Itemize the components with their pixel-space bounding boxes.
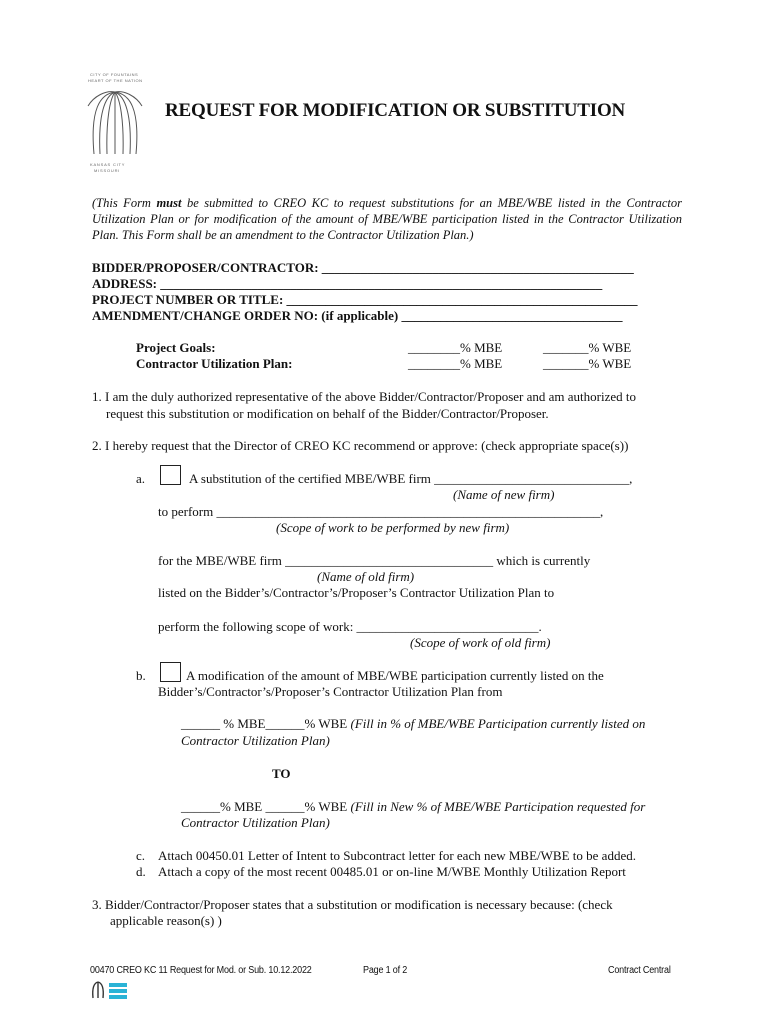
address-field[interactable]: ADDRESS: ____________________________________________________________________ xyxy=(92,276,603,291)
footer-fountain-icon xyxy=(90,980,106,1000)
item-d-label: d. xyxy=(136,864,146,879)
item-2-line: 2. I hereby request that the Director of CREO KC recommend or approve: (check appropriate space(s)) xyxy=(92,438,629,453)
item-a-text: A substitution of the certified MBE/WBE firm ______________________________, xyxy=(189,471,633,486)
cup-mbe-field[interactable]: ________% MBE xyxy=(408,356,503,371)
scope-new-caption: (Scope of work to be performed by new firm) xyxy=(276,520,510,535)
item-b-text-2: Bidder’s/Contractor’s/Proposer’s Contractor Utilization Plan from xyxy=(158,684,503,699)
logo-top-text-2: HEART OF THE NATION xyxy=(88,78,143,83)
new-participation-field[interactable]: ______% MBE ______% WBE xyxy=(181,799,351,814)
project-goals-label: Project Goals: xyxy=(136,340,216,355)
listed-text: listed on the Bidder’s/Contractor’s/Proposer’s Contractor Utilization Plan to xyxy=(158,585,555,600)
project-wbe-field[interactable]: _______% WBE xyxy=(543,340,632,355)
footer-accent-bars xyxy=(109,983,127,999)
old-firm-field[interactable]: for the MBE/WBE firm ________________________________ which is currently xyxy=(158,553,591,568)
item-1-line-2: request this substitution or modification on behalf of the Bidder/Contractor/Proposer. xyxy=(106,406,549,421)
item-3-line-2: applicable reason(s) ) xyxy=(110,913,222,928)
footer-dept: Contract Central xyxy=(608,965,671,976)
item-c-label: c. xyxy=(136,848,146,863)
new-participation-line xyxy=(181,799,645,815)
current-participation-note: (Fill in % of MBE/WBE Participation currently listed on xyxy=(350,716,646,731)
fountain-icon xyxy=(80,84,150,160)
item-c-text: Attach 00450.01 Letter of Intent to Subcontract letter for each new MBE/WBE to be added. xyxy=(158,848,636,863)
footer-page: Page 1 of 2 xyxy=(363,965,408,976)
logo-bottom-text-2: MISSOURI xyxy=(94,168,121,173)
intro-emphasis: must xyxy=(156,196,182,210)
intro-part-2: be submitted to CREO KC to request substitutions for an MBE/WBE listed in the Contractor Utilization Plan or for modification of the amount of MBE/WBE participation listed in the Contractor Utilization Plan. This Form shall be an amendment to the Contractor Utilization Plan.) xyxy=(92,196,682,242)
kansas-city-logo xyxy=(80,72,150,172)
old-firm-caption: (Name of old firm) xyxy=(317,569,415,584)
bidder-field[interactable]: BIDDER/PROPOSER/CONTRACTOR: ________________________________________________ xyxy=(92,260,634,275)
project-field[interactable]: PROJECT NUMBER OR TITLE: ______________________________________________________ xyxy=(92,292,638,307)
project-mbe-field[interactable]: ________% MBE xyxy=(408,340,503,355)
logo-bottom-text: KANSAS CITY xyxy=(90,162,126,167)
item-a-label: a. xyxy=(136,471,146,486)
new-participation-note-2: Contractor Utilization Plan) xyxy=(181,815,330,830)
page-title: REQUEST FOR MODIFICATION OR SUBSTITUTION xyxy=(165,100,626,121)
old-scope-field[interactable]: perform the following scope of work: ____________________________. xyxy=(158,619,542,634)
item-d-text: Attach a copy of the most recent 00485.01 or on-line M/WBE Monthly Utilization Report xyxy=(158,864,626,879)
current-participation-note-2: Contractor Utilization Plan) xyxy=(181,733,330,748)
footer-doc-id: 00470 CREO KC 11 Request for Mod. or Sub. 10.12.2022 xyxy=(90,965,312,976)
substitution-checkbox[interactable] xyxy=(160,465,181,485)
item-b-text-1: A modification of the amount of MBE/WBE participation currently listed on the xyxy=(186,668,604,683)
intro-text xyxy=(92,195,682,243)
logo-top-text: CITY OF FOUNTAINS xyxy=(90,72,139,77)
to-label: TO xyxy=(272,766,291,781)
footer-logo xyxy=(90,980,130,1000)
current-participation-field[interactable]: ______ % MBE______% WBE xyxy=(181,716,351,731)
item-1-line-1: 1. I am the duly authorized representative of the above Bidder/Contractor/Proposer and am authorized to xyxy=(92,389,637,404)
new-participation-note: (Fill in New % of MBE/WBE Participation requested for xyxy=(350,799,646,814)
modification-checkbox[interactable] xyxy=(160,662,181,682)
new-firm-caption: (Name of new firm) xyxy=(453,487,555,502)
item-3-line-1: 3. Bidder/Contractor/Proposer states that a substitution or modification is necessary because: (check xyxy=(92,897,613,912)
cup-wbe-field[interactable]: _______% WBE xyxy=(543,356,632,371)
cup-label: Contractor Utilization Plan: xyxy=(136,356,293,371)
current-participation-line xyxy=(181,716,645,732)
amendment-field[interactable]: AMENDMENT/CHANGE ORDER NO: (if applicable) __________________________________ xyxy=(92,308,623,323)
intro-part-1: (This Form xyxy=(92,196,157,210)
perform-field[interactable]: to perform ___________________________________________________________, xyxy=(158,504,604,519)
old-scope-caption: (Scope of work of old firm) xyxy=(410,635,551,650)
item-b-label: b. xyxy=(136,668,146,683)
